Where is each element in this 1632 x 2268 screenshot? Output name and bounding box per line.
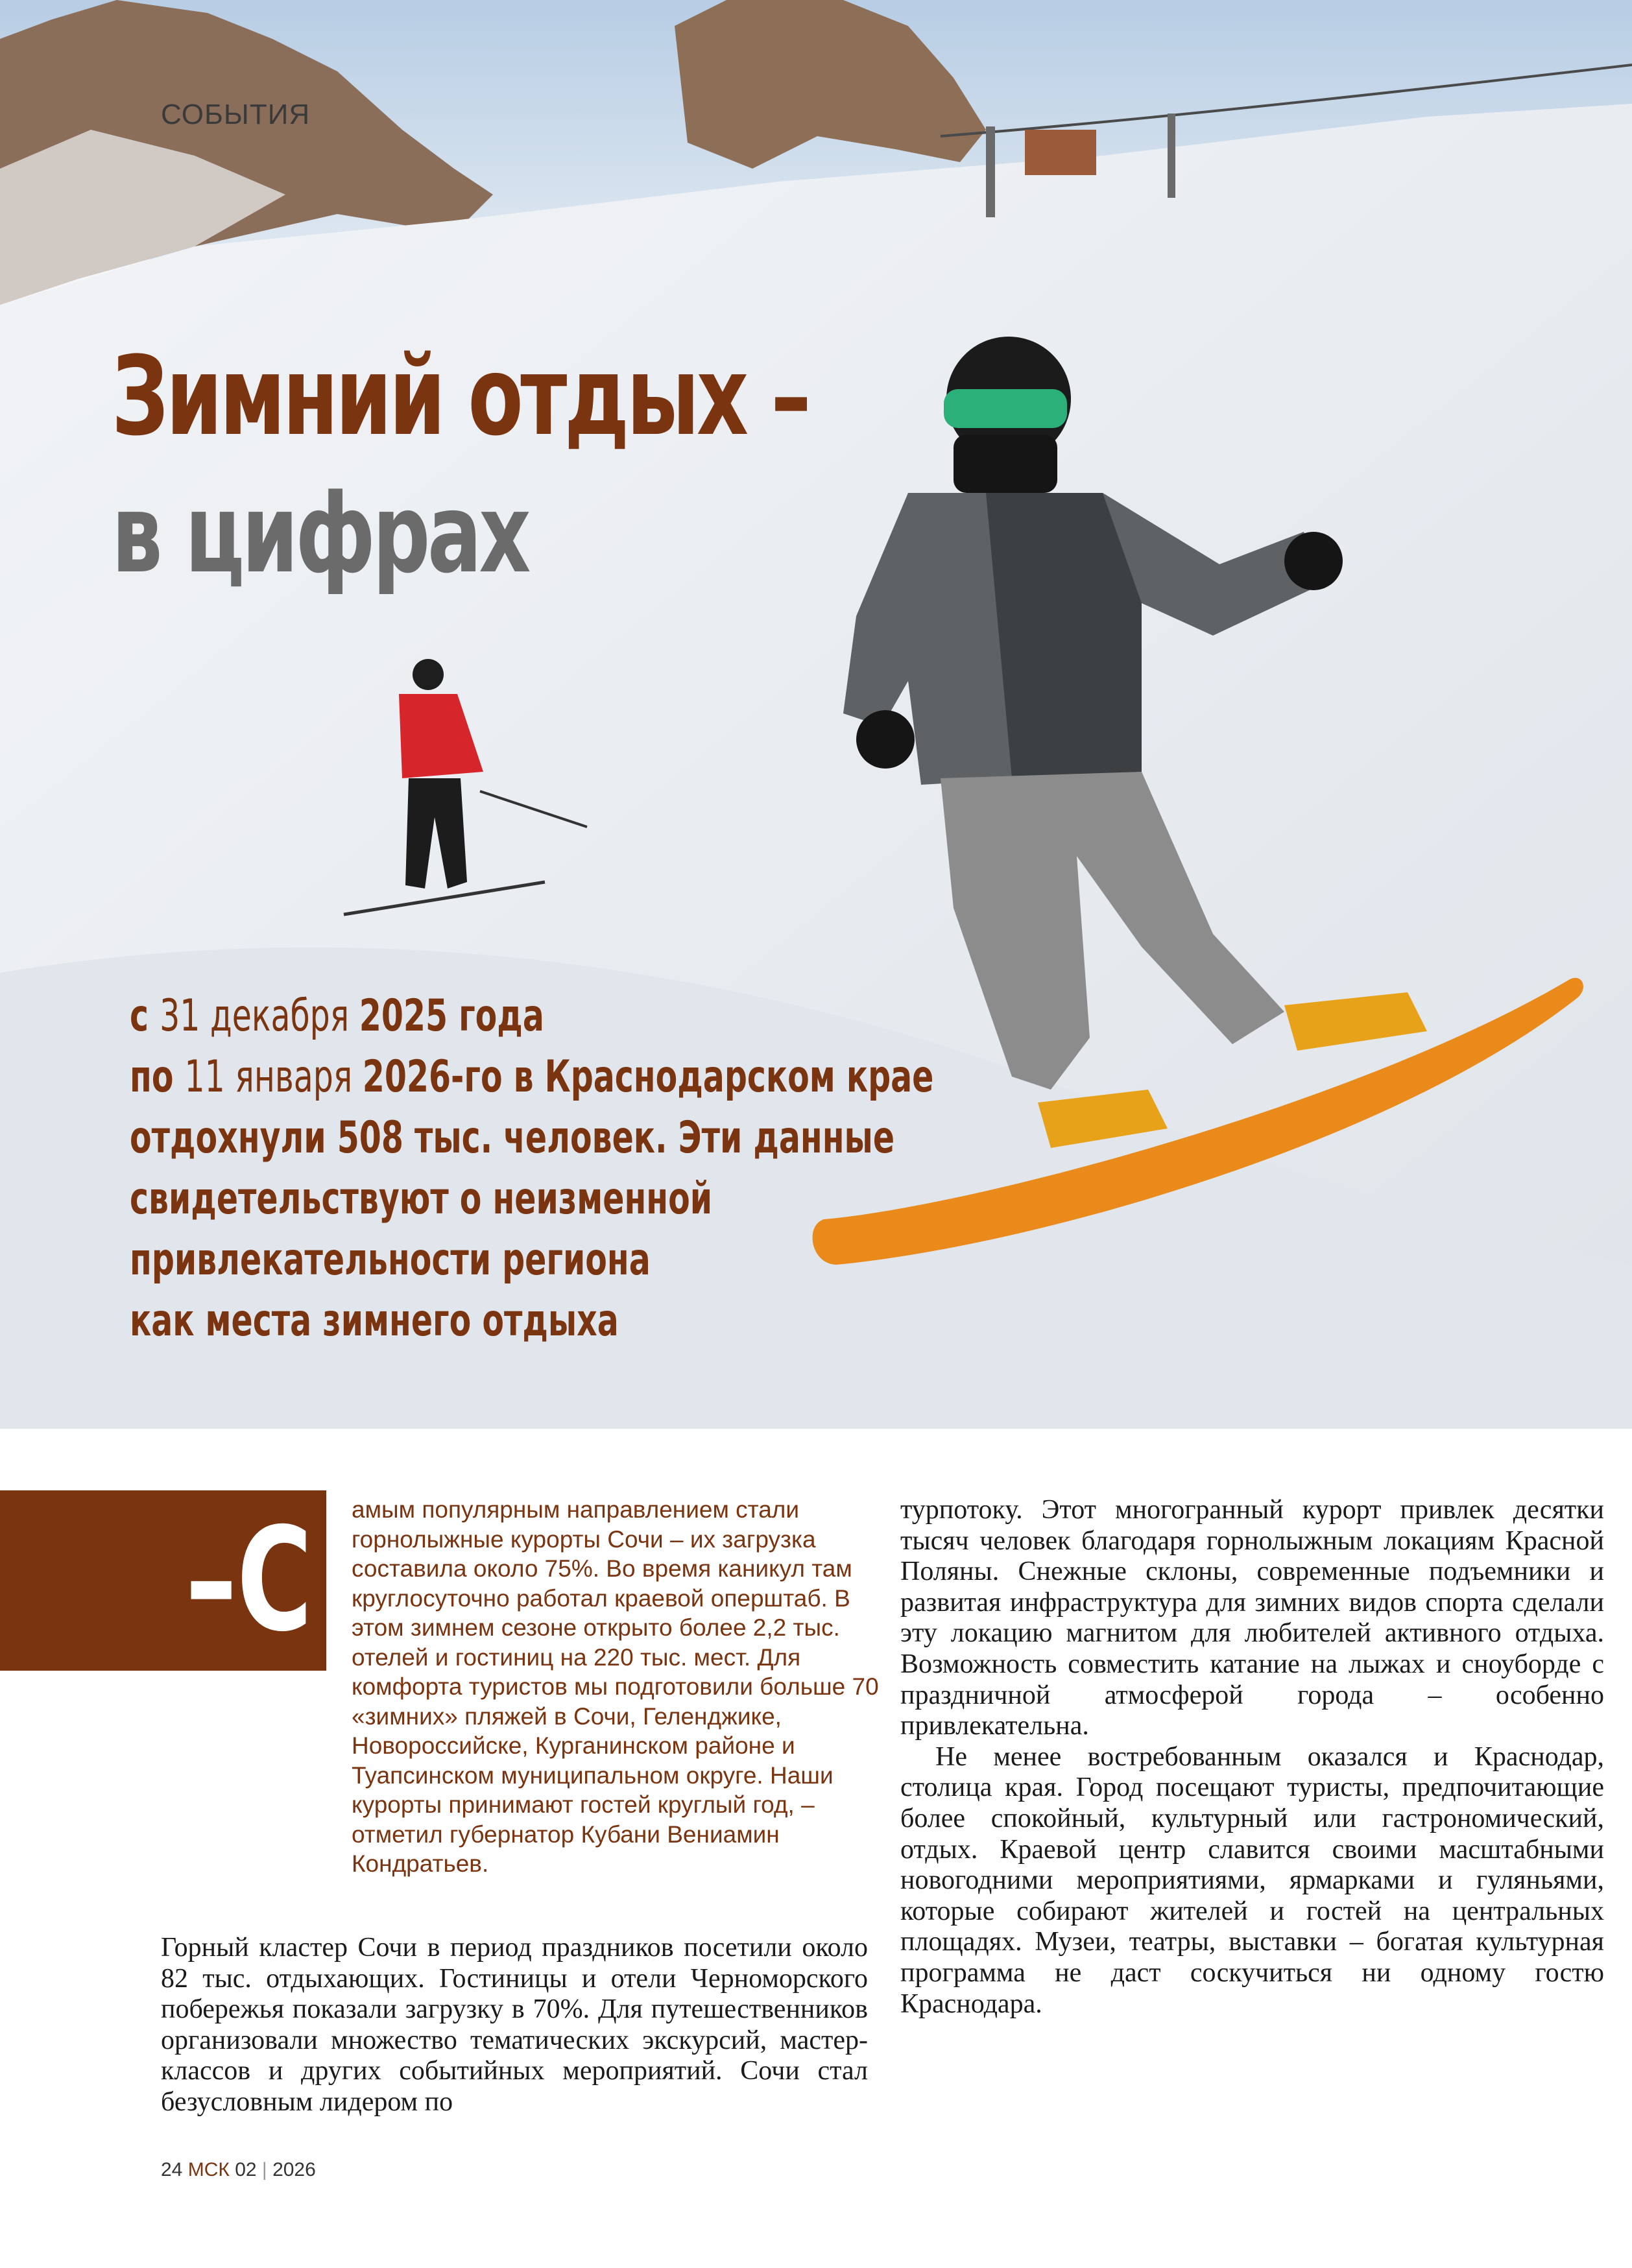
lead-l4: свидетельствуют о неизменной xyxy=(130,1173,713,1224)
column-2-paragraph-2: Не менее востребованным оказался и Краснодар, столица края. Город посещают туристы, предпочитающие более спокойный, культурный или гастрономический, отдых. Краевой центр славится своими масштабными новогодними мероприятиями, ярмарками и гуляньями, которые собирают жителей и гостей на центральных площадях. Музеи, театры, выставки – богатая культурная программа не даст соскучиться ни одному гостю Краснодара. xyxy=(900,1741,1604,2019)
article-column-1 xyxy=(161,1933,868,2118)
drop-cap-letter: –С xyxy=(185,1497,312,1663)
section-label: СОБЫТИЯ xyxy=(161,99,311,130)
page-footer xyxy=(161,2159,316,2181)
lead-l5: привлекательности региона xyxy=(130,1234,651,1285)
column-2-paragraph-1: турпотоку. Этот многогранный курорт привлек десятки тысяч человек благодаря горнолыжным локациям Красной Поляны. Снежные склоны, современные подъемники и развитая инфраструктура для зимних видов спорта сделали эту локацию магнитом для любителей активного отдыха. Возможность совместить катание на лыжах и сноуборде с праздничной атмосферой города – особенно привлекательна. xyxy=(900,1495,1604,1741)
lead-l1c: 2025 года xyxy=(359,990,544,1042)
article-column-2 xyxy=(900,1495,1604,2020)
page-number: 24 xyxy=(161,2159,183,2180)
issue-number: 02 xyxy=(235,2159,257,2180)
magazine-brand: МСК xyxy=(187,2159,230,2180)
lead-paragraph xyxy=(130,986,934,1352)
lead-l3: отдохнули 508 тыс. человек. Эти данные xyxy=(130,1112,895,1164)
headline-line-2: в цифрах xyxy=(112,470,529,597)
drop-cap-block xyxy=(0,1490,326,1671)
issue-year: 2026 xyxy=(272,2159,316,2180)
headline xyxy=(112,328,808,603)
lead-l1a: с xyxy=(130,990,160,1042)
footer-separator: | xyxy=(261,2159,267,2180)
lead-l1b: 31 декабря xyxy=(160,990,359,1042)
governor-quote: амым популярным направлением стали горнолыжные курорты Сочи – их загрузка составила около 75%. Во время каникул там круглосуточно работал краевой оперштаб. В этом зимнем сезоне открыто более 2,2 тыс. отелей и гостиниц на 220 тыс. мест. Для комфорта туристов мы подготовили больше 70 «зимних» пляжей в Сочи, Геленджике, Новороссийске, Курганинском районе и Туапсинском муниципальном округе. Наши курорты принимают гостей круглый год, – отметил губернатор Кубани Вениамин Кондратьев. xyxy=(352,1496,879,1877)
lead-l2a: по xyxy=(130,1051,185,1103)
lead-l2c: 2026-го в Краснодарском крае xyxy=(362,1051,934,1103)
lead-l2b: 11 января xyxy=(184,1051,363,1103)
column-1-text: Горный кластер Сочи в период праздников посетили около 82 тыс. отдыхающих. Гостиницы и отели Черноморского побережья показали загрузку в 70%. Для путешественников организовали множество тематических экскурсий, мастер-классов и других событийных мероприятий. Сочи стал безусловным лидером по xyxy=(161,1933,868,2117)
headline-line-1: Зимний отдых – xyxy=(112,333,809,460)
lead-l6: как места зимнего отдыха xyxy=(130,1295,619,1346)
